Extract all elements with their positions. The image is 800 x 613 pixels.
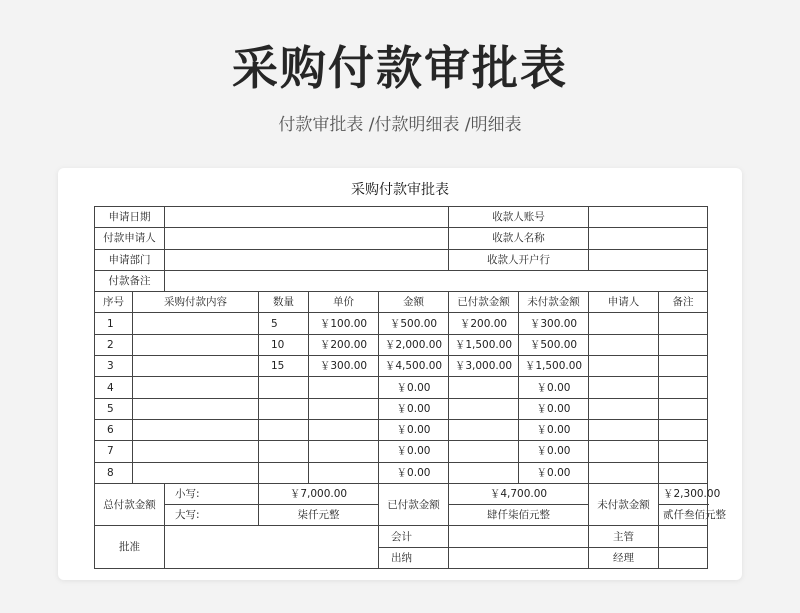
row-unpaid: ￥0.00 xyxy=(519,419,589,440)
row-no: 5 xyxy=(95,398,133,419)
unpaid-small-value: ￥2,300.00 xyxy=(659,483,708,504)
row-applicant[interactable] xyxy=(589,419,659,440)
row-note[interactable] xyxy=(659,398,708,419)
table-row xyxy=(95,441,708,462)
sheet-title: 采购付款审批表 xyxy=(351,182,449,198)
paid-big-value: 肆仟柒佰元整 xyxy=(449,505,589,526)
row-unpaid: ￥1,500.00 xyxy=(519,356,589,377)
accounting-sign-cell[interactable] xyxy=(449,526,589,547)
row-applicant[interactable] xyxy=(589,462,659,483)
row-no: 3 xyxy=(95,356,133,377)
row-note[interactable] xyxy=(659,334,708,355)
row-content[interactable] xyxy=(133,462,259,483)
table-row xyxy=(95,313,708,334)
unpaid-big-value: 贰仟叁佰元整 xyxy=(659,505,708,526)
row-applicant[interactable] xyxy=(589,313,659,334)
row-content[interactable] xyxy=(133,441,259,462)
row-amount: ￥2,000.00 xyxy=(379,334,449,355)
row-content[interactable] xyxy=(133,419,259,440)
table-row xyxy=(95,356,708,377)
row-amount: ￥4,500.00 xyxy=(379,356,449,377)
approval-row xyxy=(95,526,708,547)
row-paid[interactable] xyxy=(449,398,519,419)
row-no: 6 xyxy=(95,419,133,440)
row-paid[interactable]: ￥3,000.00 xyxy=(449,356,519,377)
paid-amount-label: 已付款金额 xyxy=(379,483,449,526)
row-price[interactable]: ￥100.00 xyxy=(309,313,379,334)
row-no: 4 xyxy=(95,377,133,398)
cashier-label: 出纳 xyxy=(379,547,449,568)
row-paid[interactable] xyxy=(449,377,519,398)
info-value-cell[interactable] xyxy=(165,249,449,270)
table-row xyxy=(95,462,708,483)
row-content[interactable] xyxy=(133,377,259,398)
row-unpaid: ￥300.00 xyxy=(519,313,589,334)
row-qty[interactable] xyxy=(259,377,309,398)
row-unpaid: ￥0.00 xyxy=(519,462,589,483)
col-header: 序号 xyxy=(95,292,133,313)
row-no: 7 xyxy=(95,441,133,462)
small-amount-label: 小写: xyxy=(165,483,259,504)
row-amount: ￥0.00 xyxy=(379,462,449,483)
supervisor-label: 主管 xyxy=(589,526,659,547)
row-qty[interactable] xyxy=(259,441,309,462)
row-price[interactable]: ￥200.00 xyxy=(309,334,379,355)
info-label: 收款人账号 xyxy=(449,207,589,228)
page-subtitle: 付款审批表 /付款明细表 /明细表 xyxy=(278,115,522,135)
approval-form-table xyxy=(94,206,726,569)
page-title: 采购付款审批表 xyxy=(232,41,568,95)
table-row xyxy=(95,398,708,419)
column-header-row xyxy=(95,292,708,313)
row-amount: ￥0.00 xyxy=(379,377,449,398)
col-header: 单价 xyxy=(309,292,379,313)
manager-label: 经理 xyxy=(589,547,659,568)
row-applicant[interactable] xyxy=(589,356,659,377)
row-note[interactable] xyxy=(659,419,708,440)
row-no: 2 xyxy=(95,334,133,355)
remark-label: 付款备注 xyxy=(95,270,165,291)
row-no: 1 xyxy=(95,313,133,334)
col-header: 未付款金额 xyxy=(519,292,589,313)
approval-sign-cell[interactable] xyxy=(165,526,379,569)
row-paid[interactable] xyxy=(449,441,519,462)
col-header: 采购付款内容 xyxy=(133,292,259,313)
remark-value-cell[interactable] xyxy=(165,270,708,291)
row-qty[interactable]: 15 xyxy=(259,356,309,377)
info-row xyxy=(95,207,708,228)
row-price[interactable]: ￥300.00 xyxy=(309,356,379,377)
supervisor-sign-cell[interactable] xyxy=(659,526,708,547)
row-unpaid: ￥0.00 xyxy=(519,377,589,398)
row-paid[interactable]: ￥200.00 xyxy=(449,313,519,334)
accounting-label: 会计 xyxy=(379,526,449,547)
row-content[interactable] xyxy=(133,313,259,334)
info-value-cell[interactable] xyxy=(589,228,708,249)
row-content[interactable] xyxy=(133,334,259,355)
row-amount: ￥0.00 xyxy=(379,441,449,462)
row-price[interactable] xyxy=(309,462,379,483)
big-amount-label: 大写: xyxy=(165,505,259,526)
row-content[interactable] xyxy=(133,398,259,419)
row-price[interactable] xyxy=(309,441,379,462)
table-row xyxy=(95,377,708,398)
row-amount: ￥0.00 xyxy=(379,398,449,419)
col-header: 申请人 xyxy=(589,292,659,313)
row-applicant[interactable] xyxy=(589,334,659,355)
row-unpaid: ￥0.00 xyxy=(519,441,589,462)
info-value-cell[interactable] xyxy=(165,228,449,249)
col-header: 备注 xyxy=(659,292,708,313)
info-label: 申请部门 xyxy=(95,249,165,270)
col-header: 数量 xyxy=(259,292,309,313)
row-note[interactable] xyxy=(659,441,708,462)
totals-row-small xyxy=(95,483,708,504)
row-amount: ￥500.00 xyxy=(379,313,449,334)
row-content[interactable] xyxy=(133,356,259,377)
row-qty[interactable] xyxy=(259,462,309,483)
info-value-cell[interactable] xyxy=(165,207,449,228)
info-label: 付款申请人 xyxy=(95,228,165,249)
row-unpaid: ￥500.00 xyxy=(519,334,589,355)
row-note[interactable] xyxy=(659,313,708,334)
row-applicant[interactable] xyxy=(589,441,659,462)
info-value-cell[interactable] xyxy=(589,207,708,228)
row-applicant[interactable] xyxy=(589,377,659,398)
row-qty[interactable]: 5 xyxy=(259,313,309,334)
col-header: 金额 xyxy=(379,292,449,313)
paid-small-value: ￥4,700.00 xyxy=(449,483,589,504)
row-price[interactable] xyxy=(309,377,379,398)
manager-sign-cell[interactable] xyxy=(659,547,708,568)
table-row xyxy=(95,419,708,440)
row-qty[interactable] xyxy=(259,419,309,440)
row-note[interactable] xyxy=(659,462,708,483)
row-applicant[interactable] xyxy=(589,398,659,419)
approval-label: 批准 xyxy=(95,526,165,569)
col-header: 已付款金额 xyxy=(449,292,519,313)
info-row xyxy=(95,228,708,249)
cashier-sign-cell[interactable] xyxy=(449,547,589,568)
row-paid[interactable]: ￥1,500.00 xyxy=(449,334,519,355)
total-big-value: 柒仟元整 xyxy=(259,505,379,526)
total-small-value: ￥7,000.00 xyxy=(259,483,379,504)
row-unpaid: ￥0.00 xyxy=(519,398,589,419)
table-row xyxy=(95,334,708,355)
total-amount-label: 总付款金额 xyxy=(95,483,165,526)
row-amount: ￥0.00 xyxy=(379,419,449,440)
row-paid[interactable] xyxy=(449,419,519,440)
remark-row xyxy=(95,270,708,291)
info-row xyxy=(95,249,708,270)
row-price[interactable] xyxy=(309,419,379,440)
row-note[interactable] xyxy=(659,377,708,398)
unpaid-amount-label: 未付款金额 xyxy=(589,483,659,526)
row-paid[interactable] xyxy=(449,462,519,483)
form-card xyxy=(58,168,742,580)
row-qty[interactable]: 10 xyxy=(259,334,309,355)
info-label: 收款人开户行 xyxy=(449,249,589,270)
info-label: 申请日期 xyxy=(95,207,165,228)
row-qty[interactable] xyxy=(259,398,309,419)
info-label: 收款人名称 xyxy=(449,228,589,249)
row-no: 8 xyxy=(95,462,133,483)
row-price[interactable] xyxy=(309,398,379,419)
info-value-cell[interactable] xyxy=(589,249,708,270)
row-note[interactable] xyxy=(659,356,708,377)
